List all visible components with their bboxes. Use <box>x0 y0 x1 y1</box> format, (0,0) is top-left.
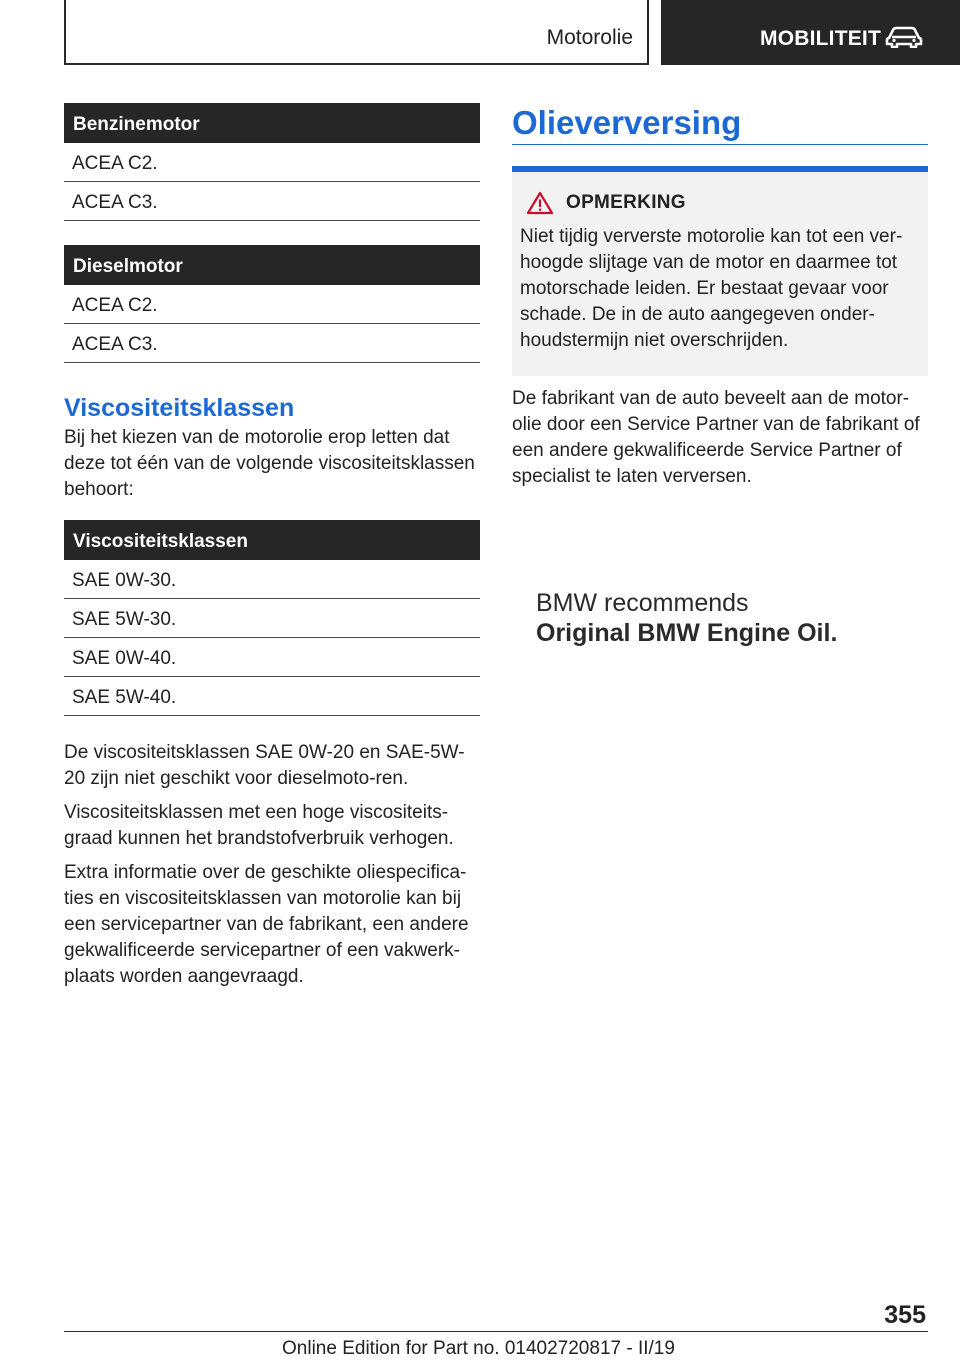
oil-change-paragraph: De fabrikant van de auto beveelt aan de motor-olie door een Service Partner van de fabrikant of een andere gekwalificeerde Service Partner of specialist te laten verversen. <box>512 388 920 487</box>
page-number: 355 <box>884 1301 926 1329</box>
viscosity-heading: Viscositeitsklassen <box>64 394 295 422</box>
diesel-viscosity-note: De viscositeitsklassen SAE 0W-20 en SAE-5W-20 zijn niet geschikt voor dieselmoto-ren. <box>64 742 465 789</box>
header-chapter-box <box>64 0 649 65</box>
note-title: OPMERKING <box>566 192 686 213</box>
petrol-engine-table <box>64 103 480 221</box>
note-body: Niet tijdig ververste motorolie kan tot een ver-hoogde slijtage van de motor en daarmee tot motorschade leiden. Er bestaat gevaar voor schade. De in de auto aangegeven onder-houdstermijn niet overschrijden. <box>520 226 903 351</box>
table-row: ACEA C3. <box>64 182 480 221</box>
heading-rule <box>512 144 928 145</box>
car-icon <box>885 26 923 48</box>
table-row: ACEA C2. <box>64 285 480 324</box>
left-column <box>64 103 480 990</box>
table-row: SAE 0W-30. <box>64 560 480 599</box>
bmw-engine-oil-line: Original BMW Engine Oil. <box>536 619 838 647</box>
table-row: ACEA C2. <box>64 143 480 182</box>
viscosity-intro: Bij het kiezen van de motorolie erop letten dat deze tot één van de volgende viscositeitsklassen behoort: <box>64 427 475 500</box>
fuel-consumption-note: Viscositeitsklassen met een hoge viscositeits-graad kunnen het brandstofverbruik verhogen. <box>64 802 454 849</box>
oil-change-heading: Olieverversing <box>512 104 742 141</box>
right-column <box>512 103 928 648</box>
table-header: Benzinemotor <box>64 103 480 143</box>
table-header: Viscositeitsklassen <box>64 520 480 560</box>
extra-info-paragraph: Extra informatie over de geschikte oliespecifica-ties en viscositeitsklassen van motorolie kan bij een servicepartner van de fabrikant, een andere gekwalificeerde servicepartner of een vakwerk-plaats worden aangevraagd. <box>64 862 469 987</box>
bmw-oil-recommendation <box>536 588 928 648</box>
viscosity-table <box>64 520 480 716</box>
warning-note-box <box>512 166 928 376</box>
footer-rule <box>64 1331 928 1332</box>
table-row: SAE 5W-30. <box>64 599 480 638</box>
chapter-title: Motorolie <box>546 26 633 49</box>
table-row: SAE 0W-40. <box>64 638 480 677</box>
section-label: MOBILITEIT <box>760 27 881 50</box>
diesel-engine-table <box>64 245 480 363</box>
table-header: Dieselmotor <box>64 245 480 285</box>
table-row: ACEA C3. <box>64 324 480 363</box>
footer-edition: Online Edition for Part no. 01402720817 - II/19 <box>282 1338 675 1359</box>
warning-triangle-icon <box>526 191 554 215</box>
bmw-recommends-line: BMW recommends <box>536 589 749 617</box>
table-row: SAE 5W-40. <box>64 677 480 716</box>
header-section-tab <box>661 0 960 65</box>
